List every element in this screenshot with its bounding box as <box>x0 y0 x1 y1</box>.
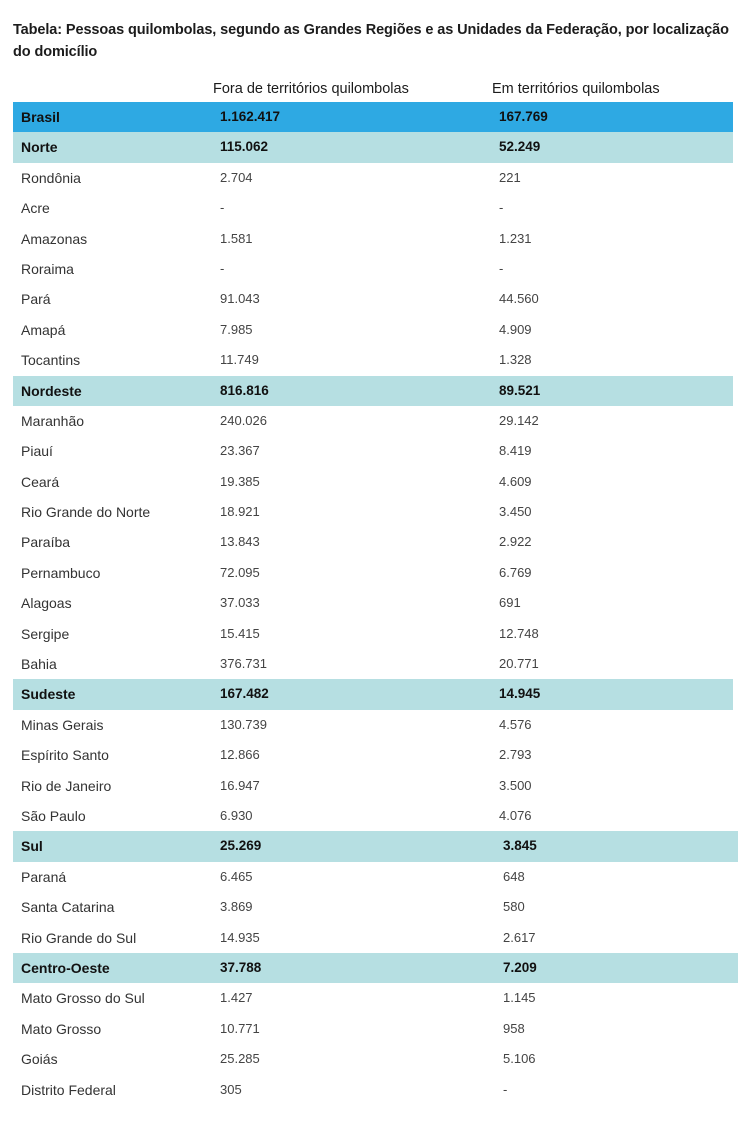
table-row <box>13 224 733 254</box>
value-fora: 10.771 <box>220 1020 260 1036</box>
value-em: 2.617 <box>503 929 536 945</box>
table-row <box>13 132 733 162</box>
row-name: Rio de Janeiro <box>21 777 112 794</box>
table-row <box>13 619 733 649</box>
table-row <box>13 953 738 983</box>
value-em: 221 <box>499 169 521 185</box>
table-row <box>13 376 733 406</box>
row-name: Amapá <box>21 321 66 338</box>
row-name: Acre <box>21 200 50 217</box>
value-fora: 130.739 <box>220 716 267 732</box>
row-name: Roraima <box>21 260 74 277</box>
value-em: 167.769 <box>499 109 548 124</box>
table-row <box>13 497 733 527</box>
value-em: 4.576 <box>499 716 532 732</box>
value-fora: 72.095 <box>220 564 260 580</box>
value-fora: 1.162.417 <box>220 109 281 124</box>
row-name: Minas Gerais <box>21 716 104 733</box>
table-row <box>13 588 733 618</box>
table-row <box>13 527 733 557</box>
row-name: Mato Grosso do Sul <box>21 990 145 1007</box>
table-title: Tabela: Pessoas quilombolas, segundo as Grandes Regiões e as Unidades da Federação, por localização do domicílio <box>13 22 729 60</box>
table-row <box>13 1014 733 1044</box>
table-row <box>13 983 733 1013</box>
value-em: 1.231 <box>499 230 532 246</box>
row-name: Rio Grande do Sul <box>21 929 137 946</box>
value-fora: 305 <box>220 1081 242 1097</box>
value-em: 580 <box>503 899 525 915</box>
value-fora: 13.843 <box>220 534 260 550</box>
table-header <box>0 81 743 101</box>
value-em: 2.922 <box>499 534 532 550</box>
row-name: Paraíba <box>21 534 71 551</box>
table-row <box>13 315 733 345</box>
table-body <box>13 102 738 1105</box>
table-row <box>13 102 733 132</box>
value-em: 1.328 <box>499 352 532 368</box>
row-name: Pernambuco <box>21 564 101 581</box>
row-name: Bahia <box>21 656 57 673</box>
value-em: 12.748 <box>499 625 539 641</box>
row-name: Amazonas <box>21 230 88 247</box>
row-name: Sudeste <box>21 686 76 703</box>
table-row <box>13 558 733 588</box>
value-fora: 1.427 <box>220 990 253 1006</box>
value-em: 1.145 <box>503 990 536 1006</box>
row-name: Alagoas <box>21 595 72 612</box>
row-name: Paraná <box>21 868 67 885</box>
value-fora: 6.465 <box>220 868 253 884</box>
value-em: 44.560 <box>499 291 539 307</box>
value-fora: 15.415 <box>220 625 260 641</box>
row-name: Sergipe <box>21 625 70 642</box>
value-em: 2.793 <box>499 747 532 763</box>
value-fora: 376.731 <box>220 656 267 672</box>
value-em: 3.450 <box>499 504 532 520</box>
row-name: Rondônia <box>21 169 81 186</box>
row-name: Ceará <box>21 473 60 490</box>
table-row <box>13 831 738 861</box>
row-name: Brasil <box>21 109 60 125</box>
value-em: 648 <box>503 868 525 884</box>
table-row <box>13 862 733 892</box>
value-em: - <box>499 260 504 276</box>
value-em: 3.845 <box>503 838 537 854</box>
row-name: São Paulo <box>21 807 86 824</box>
table-row <box>13 649 733 679</box>
value-fora: 816.816 <box>220 382 269 398</box>
table-row <box>13 801 733 831</box>
value-em: 20.771 <box>499 656 539 672</box>
row-name: Espírito Santo <box>21 747 109 764</box>
value-fora: 23.367 <box>220 443 260 459</box>
row-name: Maranhão <box>21 412 85 429</box>
value-fora: 240.026 <box>220 412 267 428</box>
table-row <box>13 284 733 314</box>
value-fora: - <box>220 260 225 276</box>
column-header-fora: Fora de territórios quilombolas <box>213 81 409 97</box>
value-em: 4.609 <box>499 473 532 489</box>
value-fora: 19.385 <box>220 473 260 489</box>
value-em: 691 <box>499 595 521 611</box>
value-fora: 11.749 <box>220 352 259 368</box>
row-name: Centro-Oeste <box>21 959 110 976</box>
table-row <box>13 771 733 801</box>
row-name: Goiás <box>21 1051 58 1068</box>
table-row <box>13 923 733 953</box>
table-row <box>13 1075 733 1105</box>
value-fora: 7.985 <box>220 321 253 337</box>
value-em: 8.419 <box>499 443 532 459</box>
value-fora: 167.482 <box>220 686 269 702</box>
table-row <box>13 163 733 193</box>
value-fora: 14.935 <box>220 929 260 945</box>
value-em: 89.521 <box>499 382 541 398</box>
value-em: 29.142 <box>499 412 539 428</box>
table-row <box>13 679 733 709</box>
value-em: 3.500 <box>499 777 532 793</box>
table-row <box>13 892 733 922</box>
row-name: Norte <box>21 139 58 156</box>
value-em: - <box>503 1081 508 1097</box>
table-row <box>13 1044 733 1074</box>
value-fora: 3.869 <box>220 899 253 915</box>
row-name: Piauí <box>21 443 53 460</box>
value-em: - <box>499 200 504 216</box>
row-name: Mato Grosso <box>21 1020 102 1037</box>
table-row <box>13 345 733 375</box>
row-name: Nordeste <box>21 382 82 399</box>
column-header-em: Em territórios quilombolas <box>492 81 660 97</box>
value-em: 4.076 <box>499 807 532 823</box>
value-em: 958 <box>503 1020 525 1036</box>
value-fora: 18.921 <box>220 504 260 520</box>
table-row <box>13 467 733 497</box>
value-em: 6.769 <box>499 564 532 580</box>
row-name: Pará <box>21 291 51 308</box>
table-row <box>13 740 733 770</box>
value-fora: 91.043 <box>220 291 260 307</box>
value-fora: - <box>220 200 225 216</box>
row-name: Sul <box>21 838 43 855</box>
value-fora: 25.285 <box>220 1051 260 1067</box>
table-row <box>13 406 733 436</box>
value-em: 14.945 <box>499 686 541 702</box>
value-fora: 25.269 <box>220 838 262 854</box>
table-row <box>13 193 733 223</box>
row-name: Santa Catarina <box>21 899 115 916</box>
value-fora: 2.704 <box>220 169 253 185</box>
value-fora: 12.866 <box>220 747 260 763</box>
value-fora: 1.581 <box>220 230 253 246</box>
value-fora: 37.033 <box>220 595 260 611</box>
table-row <box>13 254 733 284</box>
table-row <box>13 436 733 466</box>
value-em: 52.249 <box>499 139 541 155</box>
row-name: Rio Grande do Norte <box>21 504 151 521</box>
value-fora: 16.947 <box>220 777 260 793</box>
row-name: Distrito Federal <box>21 1081 116 1098</box>
value-fora: 37.788 <box>220 959 262 975</box>
row-name: Tocantins <box>21 352 81 369</box>
value-em: 7.209 <box>503 959 537 975</box>
table-row <box>13 710 733 740</box>
value-fora: 115.062 <box>220 139 269 155</box>
value-em: 4.909 <box>499 321 532 337</box>
value-em: 5.106 <box>503 1051 536 1067</box>
value-fora: 6.930 <box>220 807 253 823</box>
